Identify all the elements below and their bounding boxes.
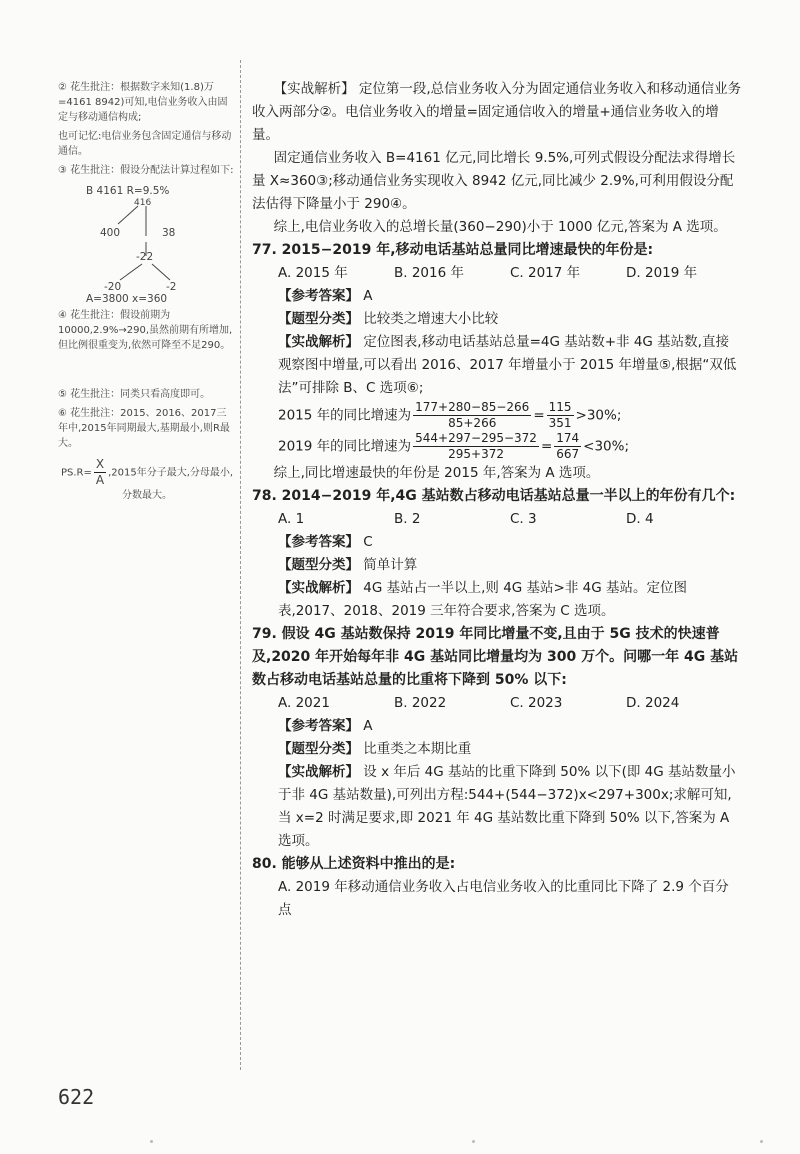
question-80-stem: 80. 能够从上述资料中推出的是: xyxy=(252,856,456,872)
question-78-options xyxy=(252,508,742,531)
option-c: C. 2017 年 xyxy=(510,265,581,281)
scan-dot xyxy=(150,1140,153,1143)
question-79-stem: 79. 假设 4G 基站数保持 2019 年同比增量不变,且由于 5G 技术的快速普及,2020 年开始每年非 4G 基站同比增量均为 300 万个。问哪一年 4G 基站数占移动电话基站总量的比重将下降到 50% 以下: xyxy=(252,626,739,688)
sidebar-note: 也可记忆:电信业务包含固定通信与移动通信。 xyxy=(58,131,232,157)
tree-left1: 400 xyxy=(100,227,121,239)
analysis-text: 4G 基站占一半以上,则 4G 基站>非 4G 基站。定位图表,2017、2018、2019 三年符合要求,答案为 C 选项。 xyxy=(278,580,688,619)
tree-right1: 38 xyxy=(162,227,176,239)
question-77-stem: 77. 2015−2019 年,移动电话基站总量同比增速最快的年份是: xyxy=(252,242,654,258)
option-b: B. 2 xyxy=(394,511,421,527)
answer-value: C xyxy=(363,534,373,550)
sidebar-note: ④ 花生批注：假设前期为10000,2.9%→290,虽然前期有所增加,但比例很重变为,依然可降至不足290。 xyxy=(58,310,233,351)
analysis-label: 【实战解析】 xyxy=(278,580,359,596)
type-value: 简单计算 xyxy=(363,557,418,573)
sidebar-note: ⑥ 花生批注：2015、2016、2017三年中,2015年同期最大,基期最小,则R最大。 xyxy=(58,408,230,449)
option-b: B. 2016 年 xyxy=(394,265,464,281)
answer-label: 【参考答案】 xyxy=(278,288,359,304)
analysis-paragraph: 固定通信业务收入 B=4161 亿元,同比增长 9.5%,可列式假设分配法求得增长量 X≈360③;移动通信业务实现收入 8942 亿元,同比减少 2.9%,可利用假设分配法估得下降量小于 290④。 xyxy=(252,150,736,212)
type-label: 【题型分类】 xyxy=(278,557,359,573)
answer-label: 【参考答案】 xyxy=(278,534,359,550)
tree-mid: -22 xyxy=(136,251,154,263)
tree-header: B 4161 R=9.5% xyxy=(86,185,170,197)
option-d: D. 4 xyxy=(626,511,654,527)
type-value: 比重类之本期比重 xyxy=(363,741,472,757)
option-d: D. 2019 年 xyxy=(626,265,698,281)
analysis-label: 【实战解析】 xyxy=(278,334,359,350)
type-value: 比较类之增速大小比较 xyxy=(363,311,499,327)
sidebar-annotations xyxy=(58,80,236,503)
type-label: 【题型分类】 xyxy=(278,741,359,757)
column-divider xyxy=(240,60,241,1070)
formula-2015: 2015 年的同比增速为 $\frac{177+280-85-266}{85+266}$ = $\frac{115}{351}$ >30%; xyxy=(278,400,622,430)
question-77-options xyxy=(252,262,742,285)
option-b: B. 2022 xyxy=(394,695,447,711)
tree-right2: -2 xyxy=(166,281,177,293)
ps-note: PS.R= $\frac{X}{A}$ ,2015年分子最大,分母最小,分数最大。 xyxy=(60,457,234,501)
conclusion: 综上,同比增速最快的年份是 2015 年,答案为 A 选项。 xyxy=(273,465,600,481)
sidebar-note: ⑤ 花生批注：同类只看高度即可。 xyxy=(58,389,211,400)
sidebar-note: ③ 花生批注：假设分配法计算过程如下: xyxy=(58,165,234,176)
analysis-text: 定位图表,移动电话基站总量=4G 基站数+非 4G 基站数,直接观察图中增量,可以看出 2016、2017 年增量小于 2015 年增量⑤,根据“双低法”可排除 B、C 选项⑥; xyxy=(278,334,737,396)
option-a: A. 2021 xyxy=(278,695,330,711)
main-content xyxy=(252,78,742,922)
analysis-label: 【实战解析】 xyxy=(278,764,359,780)
formula-2019: 2019 年的同比增速为 $\frac{544+297-295-372}{295+372}$ = $\frac{174}{667}$ <30%; xyxy=(278,431,630,461)
analysis-paragraph: 【实战解析】 定位第一段,总信业务收入分为固定通信业务收入和移动通信业务收入两部分②。电信业务收入的增量=固定通信收入的增量+通信业务收入的增量。 xyxy=(252,81,742,143)
tree-footer: A=3800 x=360 xyxy=(86,293,168,305)
allocation-tree-diagram xyxy=(58,184,236,305)
answer-value: A xyxy=(363,288,373,304)
scan-dot xyxy=(760,1140,763,1143)
scan-dot xyxy=(472,1140,475,1143)
page-number: 622 xyxy=(58,1085,95,1109)
option-c: C. 3 xyxy=(510,511,537,527)
sidebar-note: ② 花生批注：根据数字来知(1.8)万=4161 8942)可知,电信业务收入由固定与移动通信构成; xyxy=(58,82,228,123)
analysis-paragraph: 综上,电信业务收入的总增长量(360−290)小于 1000 亿元,答案为 A 选项。 xyxy=(273,219,727,235)
option-c: C. 2023 xyxy=(510,695,563,711)
option-d: D. 2024 xyxy=(626,695,680,711)
tree-left2: -20 xyxy=(104,281,122,293)
type-label: 【题型分类】 xyxy=(278,311,359,327)
analysis-text: 设 x 年后 4G 基站的比重下降到 50% 以下(即 4G 基站数量小于非 4G 基站数量),可列出方程:544+(544−372)x<297+300x;求解可知,当 x=2 时满足要求,即 2021 年 4G 基站数比重下降到 50% 以下,答案为 A 选项。 xyxy=(278,764,736,849)
tree-top: 416 xyxy=(134,198,152,208)
answer-value: A xyxy=(363,718,373,734)
option-a: A. 2015 年 xyxy=(278,265,348,281)
answer-label: 【参考答案】 xyxy=(278,718,359,734)
option-a: A. 1 xyxy=(278,511,305,527)
question-79-options xyxy=(252,692,742,715)
question-78-stem: 78. 2014−2019 年,4G 基站数占移动电话基站总量一半以上的年份有几个: xyxy=(252,488,736,504)
option-a: A. 2019 年移动通信业务收入占电信业务收入的比重同比下降了 2.9 个百分点 xyxy=(278,879,729,918)
